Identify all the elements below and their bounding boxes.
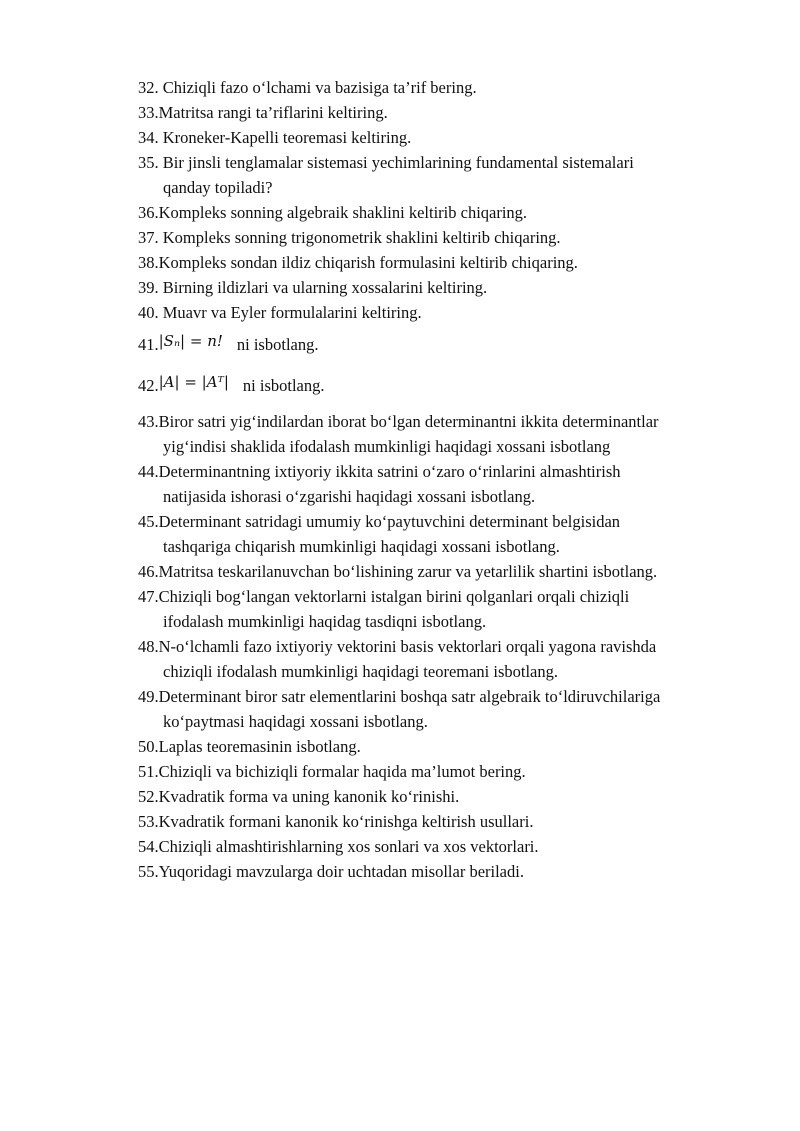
question-text: Matritsa rangi ta’riflarini keltiring.	[158, 103, 388, 122]
question-text: Kroneker-Kapelli teoremasi keltiring.	[162, 128, 412, 147]
question-33: 33.Matritsa rangi ta’riflarini keltiring.	[138, 103, 388, 122]
question-48: 48.N-o‘lchamli fazo ixtiyoriy vektorini basis vektorlari orqali yagona ravishda chiziqli ifodalash mumkinligi haqidagi teoremani isbotlang.	[138, 634, 758, 684]
question-text-continued: tashqariga chiqarish mumkinligi haqidagi xossani isbotlang.	[163, 537, 560, 556]
question-text: Chiziqli almashtirishlarning xos sonlari va xos vektorlari.	[158, 837, 539, 856]
question-text-continued: natijasida ishorasi o‘zgarishi haqidagi xossani isbotlang.	[163, 487, 536, 506]
formula-det-a-equals-det-a-transpose: |A| = |Aᵀ|	[158, 373, 229, 391]
question-46: 46.Matritsa teskarilanuvchan bo‘lishining zarur va yetarlilik shartini isbotlang.	[138, 562, 658, 581]
question-text: Determinantning ixtiyoriy ikkita satrini o‘zaro o‘rinlarini almashtirish	[158, 462, 621, 481]
question-text: Kompleks sondan ildiz chiqarish formulasini keltirib chiqaring.	[158, 253, 578, 272]
question-53: 53.Kvadratik formani kanonik ko‘rinishga keltirish usullari.	[138, 812, 534, 831]
question-text: Kvadratik forma va uning kanonik ko‘rinishi.	[158, 787, 460, 806]
question-text: Muavr va Eyler formulalarini keltiring.	[162, 303, 422, 322]
question-text: Laplas teoremasinin isbotlang.	[158, 737, 361, 756]
question-text: Bir jinsli tenglamalar sistemasi yechimlarining fundamental sistemalari	[162, 153, 634, 172]
question-text-continued: qanday topiladi?	[163, 178, 273, 197]
question-49: 49.Determinant biror satr elementlarini boshqa satr algebraik to‘ldiruvchilariga ko‘paytmasi haqidagi xossani isbotlang.	[138, 684, 758, 734]
question-text: Yuqoridagi mavzularga doir uchtadan misollar beriladi.	[158, 862, 524, 881]
question-text: Chiziqli bog‘langan vektorlarni istalgan birini qolganlari orqali chiziqli	[158, 587, 630, 606]
question-50: 50.Laplas teoremasinin isbotlang.	[138, 737, 361, 756]
question-text: Kompleks sonning algebraik shaklini keltirib chiqaring.	[158, 203, 528, 222]
question-text: Determinant satridagi umumiy ko‘paytuvchini determinant belgisidan	[158, 512, 621, 531]
question-45: 45.Determinant satridagi umumiy ko‘paytuvchini determinant belgisidan tashqariga chiqarish mumkinligi haqidagi xossani isbotlang.	[138, 509, 758, 559]
question-text: Kompleks sonning trigonometrik shaklini keltirib chiqaring.	[162, 228, 561, 247]
question-41: 41.|Sₙ| = n! ni isbotlang.	[138, 332, 319, 354]
question-47: 47.Chiziqli bog‘langan vektorlarni istalgan birini qolganlari orqali chiziqli ifodalash mumkinligi haqidag tasdiqni isbotlang.	[138, 584, 758, 634]
question-34: 34. Kroneker-Kapelli teoremasi keltiring.	[138, 128, 412, 147]
question-38: 38.Kompleks sondan ildiz chiqarish formulasini keltirib chiqaring.	[138, 253, 578, 272]
question-text: Matritsa teskarilanuvchan bo‘lishining zarur va yetarlilik shartini isbotlang.	[158, 562, 658, 581]
question-35: 35. Bir jinsli tenglamalar sistemasi yechimlarining fundamental sistemalari qanday topiladi?	[138, 150, 758, 200]
question-text-continued: yig‘indisi shaklida ifodalash mumkinligi haqidagi xossani isbotlang	[163, 437, 611, 456]
question-text: N-o‘lchamli fazo ixtiyoriy vektorini basis vektorlari orqali yagona ravishda	[158, 637, 657, 656]
question-text-continued: ifodalash mumkinligi haqidag tasdiqni isbotlang.	[163, 612, 487, 631]
question-37: 37. Kompleks sonning trigonometrik shaklini keltirib chiqaring.	[138, 228, 561, 247]
formula-sn-equals-n-factorial: |Sₙ| = n!	[158, 332, 223, 350]
question-text-continued: chiziqli ifodalash mumkinligi haqidagi teoremani isbotlang.	[163, 662, 559, 681]
question-text-continued: ko‘paytmasi haqidagi xossani isbotlang.	[163, 712, 428, 731]
question-51: 51.Chiziqli va bichiziqli formalar haqida ma’lumot bering.	[138, 762, 526, 781]
question-52: 52.Kvadratik forma va uning kanonik ko‘rinishi.	[138, 787, 460, 806]
question-36: 36.Kompleks sonning algebraik shaklini keltirib chiqaring.	[138, 203, 528, 222]
question-54: 54.Chiziqli almashtirishlarning xos sonlari va xos vektorlari.	[138, 837, 539, 856]
question-text: ni isbotlang.	[242, 376, 325, 395]
question-text: ni isbotlang.	[236, 335, 319, 354]
question-44: 44.Determinantning ixtiyoriy ikkita satrini o‘zaro o‘rinlarini almashtirish natijasida ishorasi o‘zgarishi haqidagi xossani isbotlang.	[138, 459, 758, 509]
question-39: 39. Birning ildizlari va ularning xossalarini keltiring.	[138, 278, 488, 297]
question-text: Kvadratik formani kanonik ko‘rinishga keltirish usullari.	[158, 812, 534, 831]
question-43: 43.Biror satri yig‘indilardan iborat bo‘lgan determinantni ikkita determinantlar yig‘indisi shaklida ifodalash mumkinligi haqidagi xossani isbotlang	[138, 409, 758, 459]
question-text: Determinant biror satr elementlarini boshqa satr algebraik to‘ldiruvchilariga	[158, 687, 661, 706]
question-42: 42.|A| = |Aᵀ| ni isbotlang.	[138, 373, 325, 395]
question-text: Chiziqli va bichiziqli formalar haqida ma’lumot bering.	[158, 762, 526, 781]
question-40: 40. Muavr va Eyler formulalarini keltiring.	[138, 303, 422, 322]
question-55: 55.Yuqoridagi mavzularga doir uchtadan misollar beriladi.	[138, 862, 524, 881]
question-32: 32. Chiziqli fazo o‘lchami va bazisiga ta’rif bering.	[138, 78, 477, 97]
question-text: Birning ildizlari va ularning xossalarini keltiring.	[162, 278, 488, 297]
question-text: Biror satri yig‘indilardan iborat bo‘lgan determinantni ikkita determinantlar	[158, 412, 659, 431]
question-text: Chiziqli fazo o‘lchami va bazisiga ta’rif bering.	[162, 78, 477, 97]
